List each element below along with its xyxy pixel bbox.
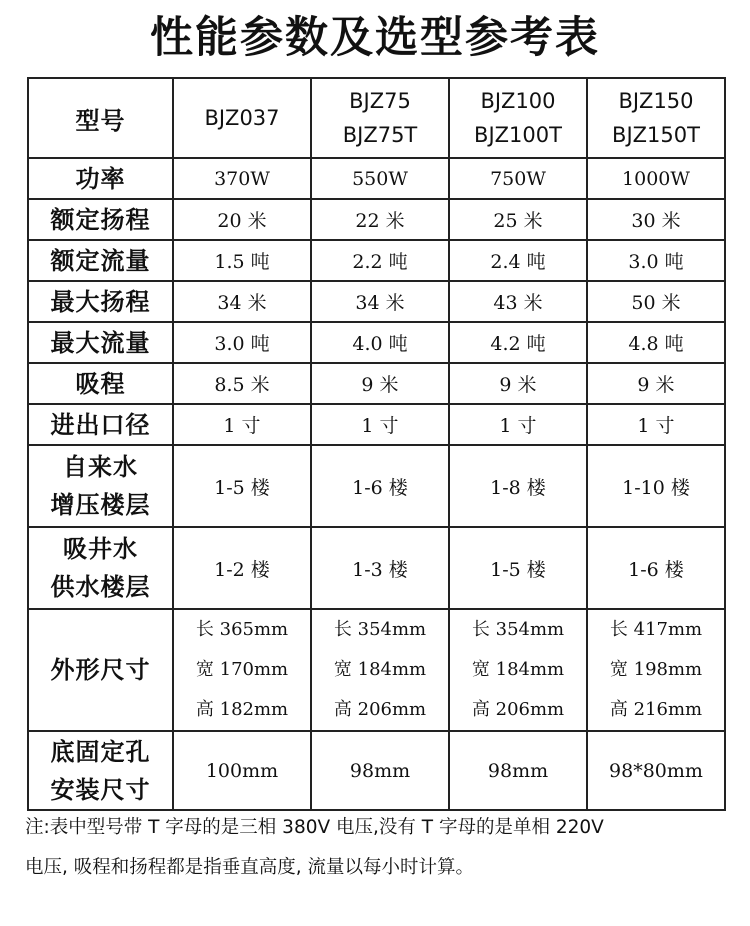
row-label <box>28 240 173 281</box>
value-cell: 1-5 楼 <box>173 445 311 527</box>
value-cell: 100mm <box>173 731 311 810</box>
footnote <box>25 808 735 888</box>
dimension-line: 宽 184mm <box>471 659 565 680</box>
row-label <box>28 158 173 199</box>
spec-table <box>27 77 726 811</box>
value-cell: 550W <box>311 158 449 199</box>
value-cell: 3.0 吨 <box>587 240 725 281</box>
table-row <box>28 609 725 731</box>
value-cell: 1 寸 <box>449 404 587 445</box>
dimension-line: 长 354mm <box>333 619 427 640</box>
table-row <box>28 731 725 810</box>
table-header-row <box>28 78 725 158</box>
value-cell: 1-10 楼 <box>587 445 725 527</box>
footnote-line: 电压, 吸程和扬程都是指垂直高度, 流量以每小时计算。 <box>25 857 475 878</box>
table-row <box>28 199 725 240</box>
row-label <box>28 199 173 240</box>
row-label-line: 功率 <box>75 164 126 193</box>
value-cell: 1000W <box>587 158 725 199</box>
value-cell: 43 米 <box>449 281 587 322</box>
table-row <box>28 404 725 445</box>
row-label-line: 增压楼层 <box>50 491 151 519</box>
table-row <box>28 240 725 281</box>
value-cell: 9 米 <box>311 363 449 404</box>
row-label-line: 安装尺寸 <box>50 775 151 804</box>
value-cell: 1 寸 <box>311 404 449 445</box>
row-label-line: 额定扬程 <box>50 205 151 234</box>
model-name: BJZ75T <box>342 123 418 147</box>
value-cell: 1.5 吨 <box>173 240 311 281</box>
dimension-line: 高 216mm <box>609 699 703 720</box>
value-cell: 1-6 楼 <box>587 527 725 609</box>
row-label <box>28 609 173 731</box>
dimension-line: 长 417mm <box>609 619 703 640</box>
value-cell <box>449 609 587 731</box>
dimension-line: 长 354mm <box>471 619 565 640</box>
table-row <box>28 363 725 404</box>
row-label-line: 底固定孔 <box>50 737 151 766</box>
value-cell: 1 寸 <box>587 404 725 445</box>
row-label-line: 供水楼层 <box>50 573 151 601</box>
value-cell: 4.2 吨 <box>449 322 587 363</box>
dimension-line: 宽 170mm <box>195 659 289 680</box>
value-cell: 1-6 楼 <box>311 445 449 527</box>
table-row <box>28 158 725 199</box>
row-label <box>28 363 173 404</box>
value-cell: 1-3 楼 <box>311 527 449 609</box>
page-title: 性能参数及选型参考表 <box>150 13 600 63</box>
dimension-line: 宽 198mm <box>609 659 703 680</box>
dimension-line: 高 206mm <box>471 699 565 720</box>
value-cell <box>587 609 725 731</box>
value-cell: 25 米 <box>449 199 587 240</box>
model-name: BJZ100T <box>474 123 562 147</box>
row-label <box>28 527 173 609</box>
row-label-line: 自来水 <box>63 453 138 481</box>
value-cell: 34 米 <box>311 281 449 322</box>
dimension-line: 长 365mm <box>195 619 289 640</box>
value-cell: 98mm <box>449 731 587 810</box>
value-cell: 34 米 <box>173 281 311 322</box>
model-cell <box>311 78 449 158</box>
value-cell: 1-8 楼 <box>449 445 587 527</box>
table-row <box>28 527 725 609</box>
model-name: BJZ150 <box>618 89 694 113</box>
row-label-line: 吸程 <box>75 369 126 398</box>
row-label <box>28 404 173 445</box>
value-cell: 50 米 <box>587 281 725 322</box>
row-label-line: 最大扬程 <box>50 287 151 316</box>
value-cell: 2.2 吨 <box>311 240 449 281</box>
value-cell: 750W <box>449 158 587 199</box>
model-name: BJZ150T <box>612 123 700 147</box>
value-cell: 1-2 楼 <box>173 527 311 609</box>
row-label <box>28 445 173 527</box>
value-cell: 9 米 <box>449 363 587 404</box>
row-label <box>28 281 173 322</box>
value-cell: 370W <box>173 158 311 199</box>
value-cell: 8.5 米 <box>173 363 311 404</box>
row-label-line: 进出口径 <box>50 410 151 439</box>
model-name: BJZ100 <box>480 89 556 113</box>
row-label <box>28 731 173 810</box>
row-label-line: 吸井水 <box>63 535 138 563</box>
value-cell <box>311 609 449 731</box>
dimension-line: 宽 184mm <box>333 659 427 680</box>
row-label <box>28 322 173 363</box>
model-name: BJZ75 <box>349 89 411 113</box>
value-cell: 1-5 楼 <box>449 527 587 609</box>
value-cell: 98*80mm <box>587 731 725 810</box>
value-cell: 3.0 吨 <box>173 322 311 363</box>
value-cell <box>173 609 311 731</box>
row-label-line: 最大流量 <box>50 328 151 357</box>
footnote-line: 注:表中型号带 T 字母的是三相 380V 电压,没有 T 字母的是单相 220V <box>25 817 604 838</box>
model-name: BJZ037 <box>204 106 280 130</box>
value-cell: 20 米 <box>173 199 311 240</box>
value-cell: 22 米 <box>311 199 449 240</box>
table-row <box>28 281 725 322</box>
row-label-line: 外形尺寸 <box>50 656 151 684</box>
model-cell <box>587 78 725 158</box>
value-cell: 2.4 吨 <box>449 240 587 281</box>
value-cell: 9 米 <box>587 363 725 404</box>
table-row <box>28 322 725 363</box>
value-cell: 98mm <box>311 731 449 810</box>
dimension-line: 高 206mm <box>333 699 427 720</box>
model-cell <box>449 78 587 158</box>
model-cell <box>173 78 311 158</box>
value-cell: 4.8 吨 <box>587 322 725 363</box>
header-label: 型号 <box>28 78 173 158</box>
value-cell: 1 寸 <box>173 404 311 445</box>
table-row <box>28 445 725 527</box>
dimension-line: 高 182mm <box>195 699 289 720</box>
row-label-line: 额定流量 <box>50 246 151 275</box>
value-cell: 4.0 吨 <box>311 322 449 363</box>
value-cell: 30 米 <box>587 199 725 240</box>
